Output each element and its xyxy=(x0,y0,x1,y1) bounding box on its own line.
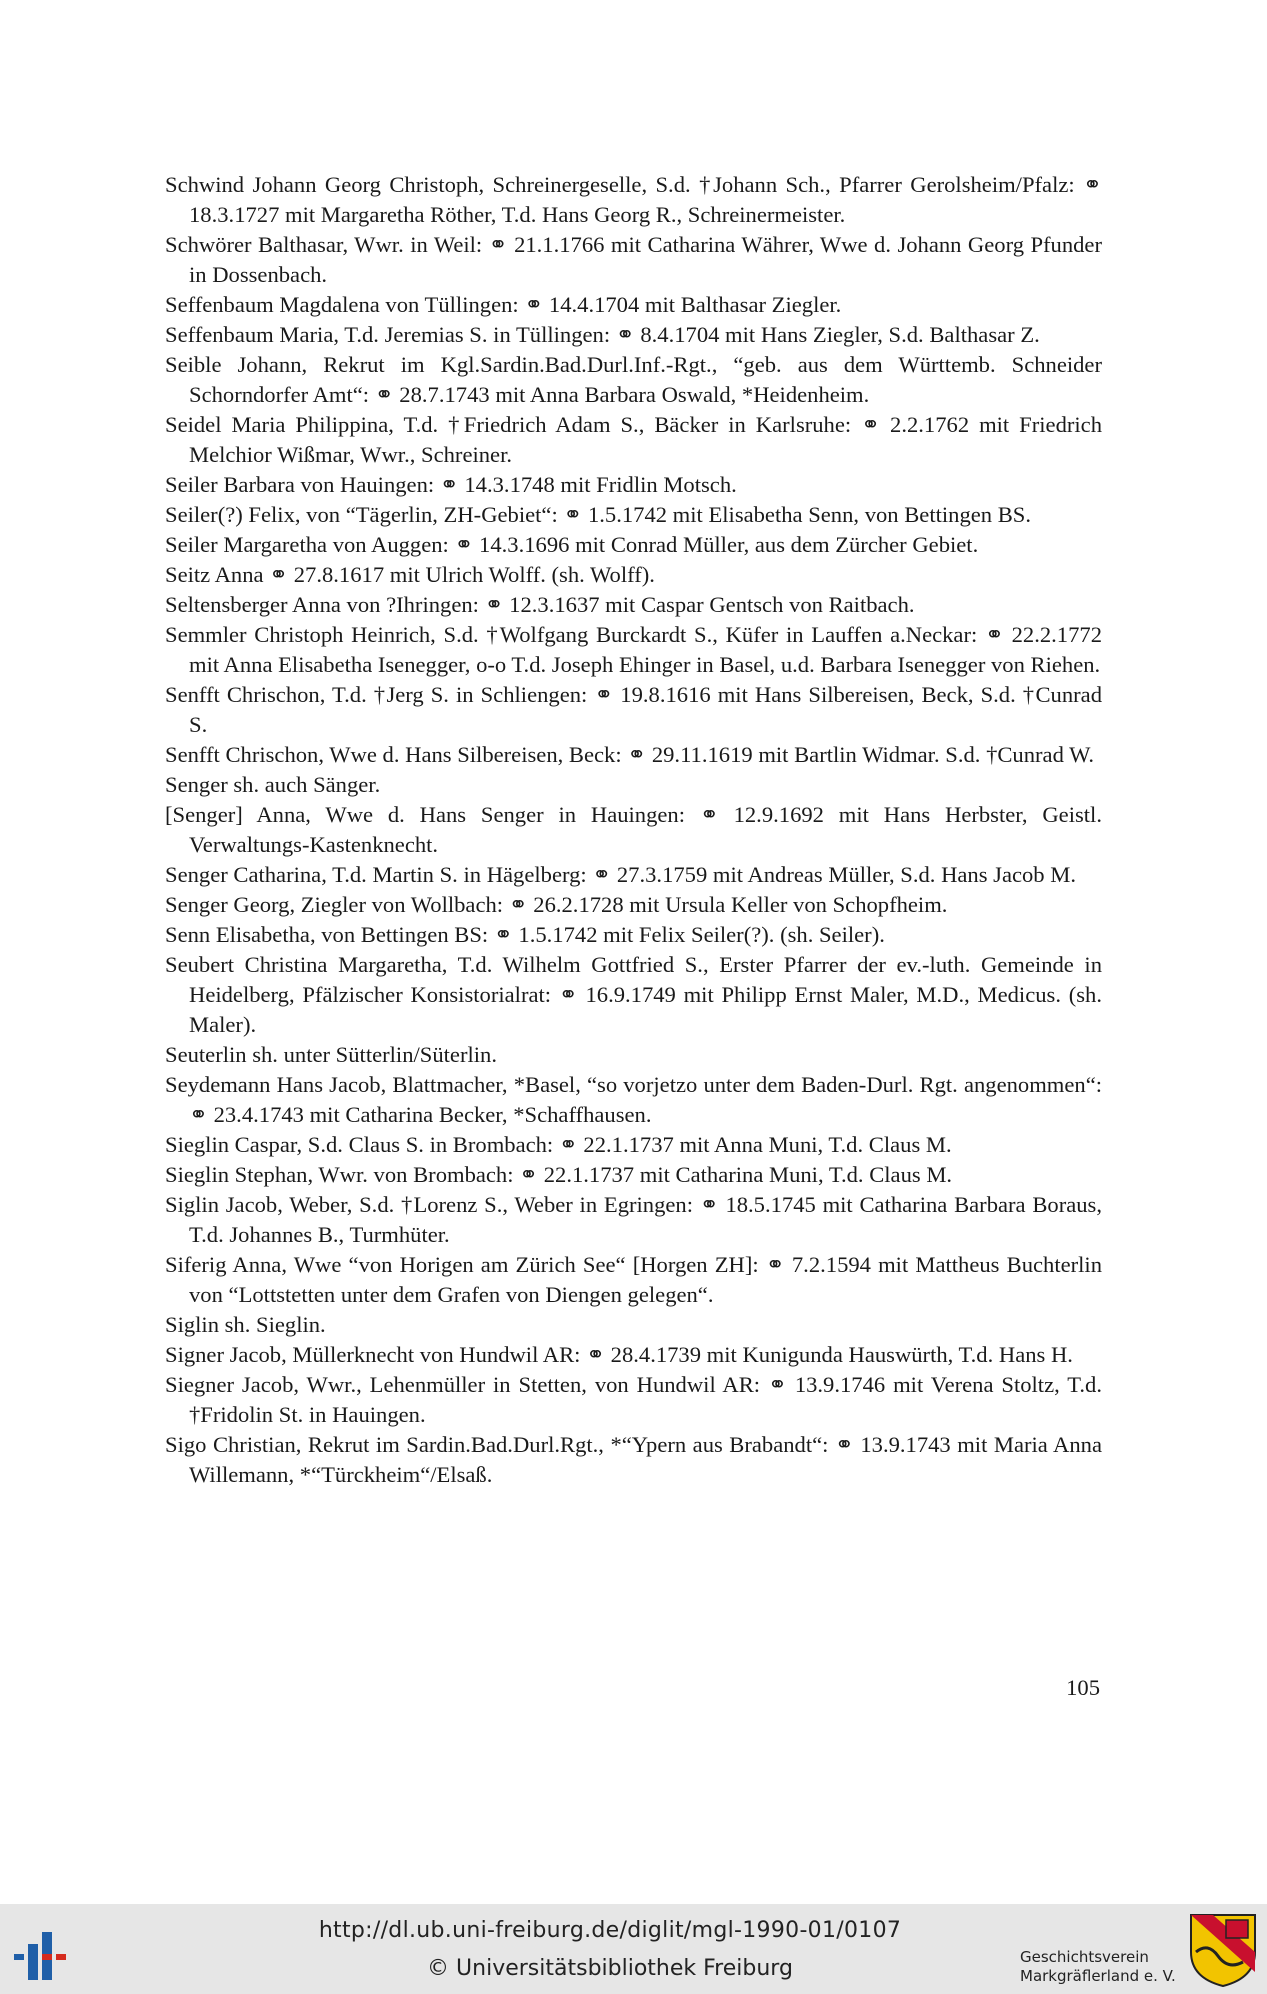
register-entry: Senfft Chrischon, T.d. †Jerg S. in Schliengen: ⚭ 19.8.1616 mit Hans Silbereisen, Beck, S.d. †Cunrad S. xyxy=(165,682,1102,737)
register-entry: Seiler Barbara von Hauingen: ⚭ 14.3.1748 mit Fridlin Motsch. xyxy=(165,472,737,497)
register-entry: Semmler Christoph Heinrich, S.d. †Wolfgang Burckardt S., Küfer in Lauffen a.Neckar: ⚭ 22.2.1772 mit Anna Elisabetha Isenegger, o-o T.d. Joseph Ehinger in Basel, u.d. Barbara Isenegger von Riehen. xyxy=(165,622,1102,677)
register-entry: Seltensberger Anna von ?Ihringen: ⚭ 12.3.1637 mit Caspar Gentsch von Raitbach. xyxy=(165,592,915,617)
register-entry: Schwind Johann Georg Christoph, Schreinergeselle, S.d. †Johann Sch., Pfarrer Gerolsheim/Pfalz: ⚭ 18.3.1727 mit Margaretha Röther, T.d. Hans Georg R., Schreinermeister. xyxy=(165,172,1102,227)
register-entry: Seiler Margaretha von Auggen: ⚭ 14.3.1696 mit Conrad Müller, aus dem Zürcher Gebiet. xyxy=(165,532,979,557)
entry-list xyxy=(165,170,1102,1490)
register-entry: Seydemann Hans Jacob, Blattmacher, *Basel, “so vorjetzo unter dem Baden-Durl. Rgt. angenommen“: ⚭ 23.4.1743 mit Catharina Becker, *Schaffhausen. xyxy=(165,1072,1102,1127)
register-entry: Siegner Jacob, Wwr., Lehenmüller in Stetten, von Hundwil AR: ⚭ 13.9.1746 mit Verena Stoltz, T.d. †Fridolin St. in Hauingen. xyxy=(165,1372,1102,1427)
society-name-line2: Markgräflerland e. V. xyxy=(1020,1967,1176,1985)
footer-url-link[interactable]: http://dl.ub.uni-freiburg.de/diglit/mgl-1990-01/0107 xyxy=(318,1918,902,1943)
register-entry: [Senger] Anna, Wwe d. Hans Senger in Hauingen: ⚭ 12.9.1692 mit Hans Herbster, Geistl. Verwaltungs-Kastenknecht. xyxy=(165,802,1102,857)
register-entry: Siferig Anna, Wwe “von Horigen am Zürich See“ [Horgen ZH]: ⚭ 7.2.1594 mit Mattheus Buchterlin von “Lottstetten unter dem Grafen von Diengen gelegen“. xyxy=(165,1252,1102,1307)
register-entry: Senger Catharina, T.d. Martin S. in Hägelberg: ⚭ 27.3.1759 mit Andreas Müller, S.d. Hans Jacob M. xyxy=(165,862,1076,887)
society-name xyxy=(1020,1948,1190,1986)
ub-freiburg-logo-icon[interactable] xyxy=(14,1924,80,1984)
society-crest-icon xyxy=(1188,1912,1258,1988)
register-entry: Sieglin Stephan, Wwr. von Brombach: ⚭ 22.1.1737 mit Catharina Muni, T.d. Claus M. xyxy=(165,1162,953,1187)
register-entry: Senger Georg, Ziegler von Wollbach: ⚭ 26.2.1728 mit Ursula Keller von Schopfheim. xyxy=(165,892,948,917)
register-entry: Seuterlin sh. unter Sütterlin/Süterlin. xyxy=(165,1042,497,1067)
register-entry: Senn Elisabetha, von Bettingen BS: ⚭ 1.5.1742 mit Felix Seiler(?). (sh. Seiler). xyxy=(165,922,885,947)
register-entry: Siglin Jacob, Weber, S.d. †Lorenz S., Weber in Egringen: ⚭ 18.5.1745 mit Catharina Barbara Boraus, T.d. Johannes B., Turmhüter. xyxy=(165,1192,1102,1247)
register-entry: Seidel Maria Philippina, T.d. †Friedrich Adam S., Bäcker in Karlsruhe: ⚭ 2.2.1762 mit Friedrich Melchior Wißmar, Wwr., Schreiner. xyxy=(165,412,1102,467)
register-entry: Seffenbaum Magdalena von Tüllingen: ⚭ 14.4.1704 mit Balthasar Ziegler. xyxy=(165,292,842,317)
register-entry: Sigo Christian, Rekrut im Sardin.Bad.Durl.Rgt., *“Ypern aus Brabandt“: ⚭ 13.9.1743 mit Maria Anna Willemann, *“Türckheim“/Elsaß. xyxy=(165,1432,1102,1487)
register-entry: Senfft Chrischon, Wwe d. Hans Silbereisen, Beck: ⚭ 29.11.1619 mit Bartlin Widmar. S.d. †Cunrad W. xyxy=(165,742,1095,767)
page-number: 105 xyxy=(1066,1675,1100,1700)
society-name-line1: Geschichtsverein xyxy=(1020,1948,1149,1966)
register-entry: Senger sh. auch Sänger. xyxy=(165,772,381,797)
footer-bar xyxy=(0,1904,1267,1994)
register-entry: Seffenbaum Maria, T.d. Jeremias S. in Tüllingen: ⚭ 8.4.1704 mit Hans Ziegler, S.d. Balthasar Z. xyxy=(165,322,1040,347)
register-entry: Siglin sh. Sieglin. xyxy=(165,1312,326,1337)
register-entry: Seubert Christina Margaretha, T.d. Wilhelm Gottfried S., Erster Pfarrer der ev.-luth. Gemeinde in Heidelberg, Pfälzischer Konsistorialrat: ⚭ 16.9.1749 mit Philipp Ernst Maler, M.D., Medicus. (sh. Maler). xyxy=(165,952,1102,1037)
register-entry: Seible Johann, Rekrut im Kgl.Sardin.Bad.Durl.Inf.-Rgt., “geb. aus dem Württemb. Schneider Schorndorfer Amt“: ⚭ 28.7.1743 mit Anna Barbara Oswald, *Heidenheim. xyxy=(165,352,1102,407)
footer-copyright: © Universitätsbibliothek Freiburg xyxy=(427,1956,793,1981)
register-entry: Signer Jacob, Müllerknecht von Hundwil AR: ⚭ 28.4.1739 mit Kunigunda Hauswürth, T.d. Hans H. xyxy=(165,1342,1073,1367)
register-entry: Seiler(?) Felix, von “Tägerlin, ZH-Gebiet“: ⚭ 1.5.1742 mit Elisabetha Senn, von Bettingen BS. xyxy=(165,502,1032,527)
register-entry: Seitz Anna ⚭ 27.8.1617 mit Ulrich Wolff. (sh. Wolff). xyxy=(165,562,655,587)
register-entry: Sieglin Caspar, S.d. Claus S. in Brombach: ⚭ 22.1.1737 mit Anna Muni, T.d. Claus M. xyxy=(165,1132,952,1157)
register-entry: Schwörer Balthasar, Wwr. in Weil: ⚭ 21.1.1766 mit Catharina Währer, Wwe d. Johann Georg Pfunder in Dossenbach. xyxy=(165,232,1102,287)
